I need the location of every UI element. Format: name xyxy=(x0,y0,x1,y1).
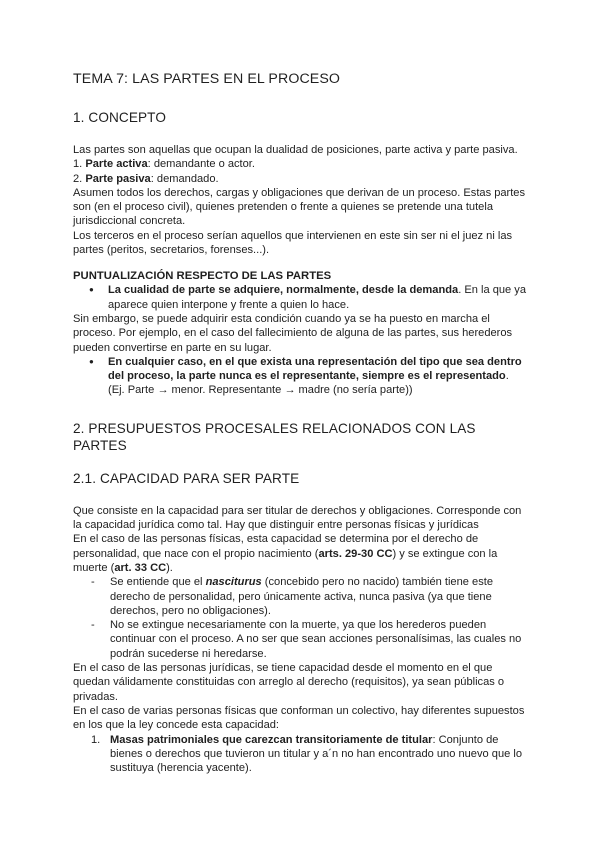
text-run: En el caso de las personas físicas, esta capacidad se determina por el derecho de personalidad, que nace con el propio nacimiento ( xyxy=(73,533,479,560)
section-1-intro: Las partes son aquellas que ocupan la dualidad de posiciones, parte activa y parte pasiva. xyxy=(73,144,518,156)
text-run: ) y se extingue con la muerte ( xyxy=(73,547,498,574)
puntualizacion-list xyxy=(73,283,530,312)
text-run: ). xyxy=(166,561,173,574)
section-2-1-paragraph-2 xyxy=(73,532,530,575)
parte-activa-line xyxy=(73,157,530,171)
section-2-1-paragraph-3: En el caso de las personas jurídicas, se tiene capacidad desde el momento en el que quedan válidamente constituidas con arreglo al derecho (requisitos), ya sean públicas o privadas. xyxy=(73,662,505,703)
list-item xyxy=(91,618,530,661)
parte-pasiva-line xyxy=(73,172,530,186)
page-title: TEMA 7: LAS PARTES EN EL PROCESO xyxy=(73,71,341,87)
list-item xyxy=(91,733,530,776)
supuestos-list xyxy=(73,733,530,776)
bullet-text: . xyxy=(505,370,509,383)
puntualizacion-heading: PUNTUALIZACIÓN RESPECTO DE LAS PARTES xyxy=(73,270,332,283)
parte-activa-definition: : demandante o actor. xyxy=(147,158,255,171)
section-1-heading: 1. CONCEPTO xyxy=(73,110,167,125)
text-run: (concebido pero no nacido) también tiene este derecho de personalidad, pero únicamente activa, nunca pasiva (ya que tiene derechos, pero no obligaciones). xyxy=(110,576,493,617)
list-item xyxy=(89,283,530,312)
text-run: Se entiende que el xyxy=(110,576,206,589)
list-item-bold-text: Masas patrimoniales que carezcan transitoriamente de titular xyxy=(110,733,433,746)
bullet-text: . En la que ya aparece quien interpone y frente a quien lo hace. xyxy=(108,284,527,311)
section-2-1-paragraph-1: Que consiste en la capacidad para ser titular de derechos y obligaciones. Corresponde con la capacidad jurídica como tal. Hay que distinguir entre personas físicas y jurídicas xyxy=(73,504,522,532)
section-2-heading: 2. PRESUPUESTOS PROCESALES RELACIONADOS CON LAS PARTES xyxy=(73,420,476,453)
puntualizacion-paragraph: Sin embargo, se puede adquirir esta condición cuando ya se ha puesto en marcha el proceso. Por ejemplo, en el caso del fallecimiento de alguna de las partes, sus herederos pueden convertirse en parte en su lugar. xyxy=(73,312,513,354)
parte-pasiva-definition: : demandado. xyxy=(150,172,219,185)
section-1-paragraph-1: Asumen todos los derechos, cargas y obligaciones que derivan de un proceso. Estas partes son (en el proceso civil), quienes pretenden o frente a quienes se pretende una tutela jurisdiccional concreta. xyxy=(73,186,526,228)
personas-fisicas-list xyxy=(73,575,530,661)
parte-pasiva-term: Parte pasiva xyxy=(85,172,151,185)
section-2-1-paragraph-4: En el caso de varias personas físicas que conforman un colectivo, hay diferentes supuestos en los que la ley concede esta capacidad: xyxy=(73,704,525,732)
text-run: podrán sucederse ni heredarse. xyxy=(110,647,267,660)
section-1-paragraph-2: Los terceros en el proceso serían aquellos que intervienen en este sin ser ni el juez ni las partes (peritos, secretarios, forenses...). xyxy=(73,229,513,257)
list-item xyxy=(89,355,530,398)
article-reference: arts. 29-30 CC xyxy=(318,547,393,560)
parte-activa-term: Parte activa xyxy=(85,158,148,171)
item-number: 2. xyxy=(73,172,83,185)
list-item-text: : Conjunto de bienes o derechos que tuvieron un titular y a´n no han encontrado uno nuevo que lo sustituya (herencia yacente). xyxy=(110,733,522,775)
bullet-bold-text: En cualquier caso, en el que exista una representación del tipo que sea dentro del proceso, la parte nunca es el representante, siempre es el representado xyxy=(108,355,522,383)
bullet-example: (Ej. Parte → menor. Representante → madre (no sería parte)) xyxy=(108,384,413,397)
nasciturus-term: nasciturus xyxy=(205,576,262,589)
bullet-bold-text: La cualidad de parte se adquiere, normalmente, desde la demanda xyxy=(108,284,459,297)
section-2-1-heading: 2.1. CAPACIDAD PARA SER PARTE xyxy=(73,470,300,486)
list-item xyxy=(91,575,530,618)
article-reference: art. 33 CC xyxy=(114,561,167,574)
item-number: 1. xyxy=(73,158,83,171)
text-run: No se extingue necesariamente con la muerte, ya que los herederos pueden continuar con el proceso. A no ser que sean acciones personalísimas, las cuales no xyxy=(110,619,522,646)
item-number: 1. xyxy=(91,733,101,746)
puntualizacion-list-2 xyxy=(73,355,530,398)
